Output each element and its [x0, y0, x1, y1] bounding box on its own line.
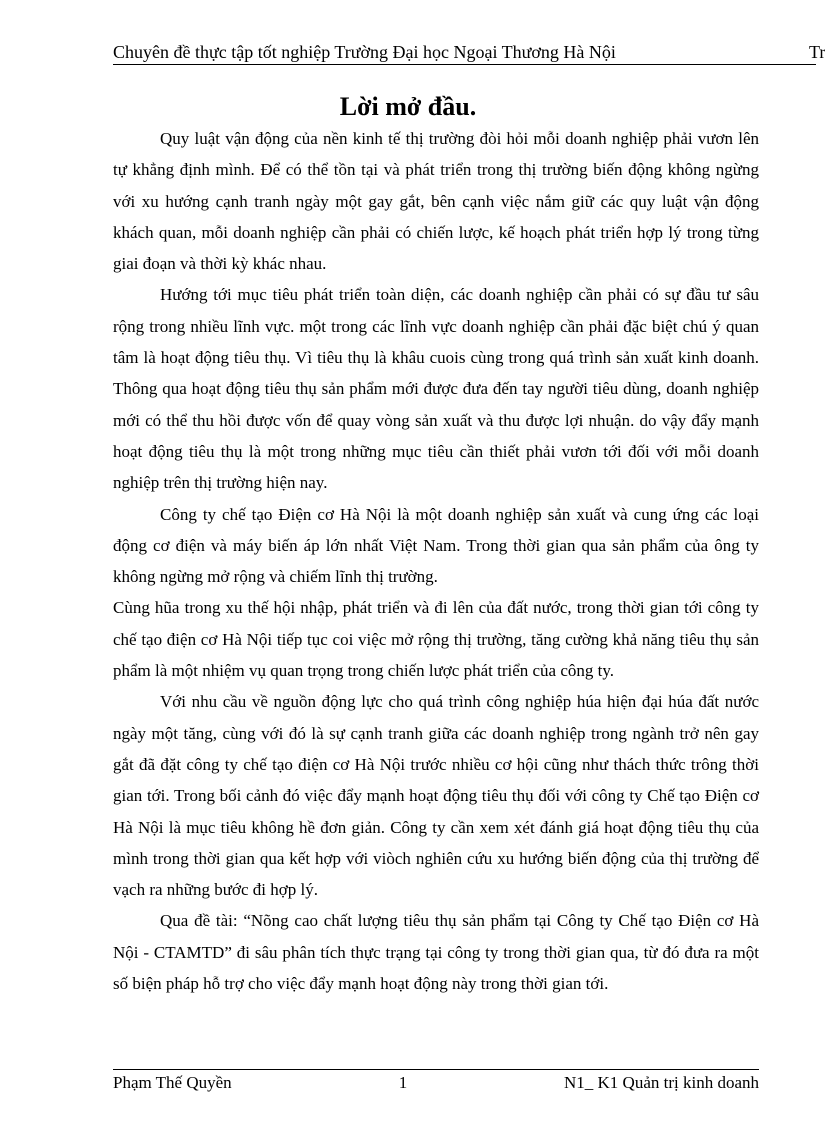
header-title: Chuyên đề thực tập tốt nghiệp Trường Đại học Ngoại Thương Hà Nội [113, 42, 616, 62]
header-page-label: Tr [809, 42, 825, 62]
paragraph: Với nhu cầu về nguồn động lực cho quá trình công nghiệp húa hiện đại húa đất nước ngày một tăng, cùng với đó là sự cạnh tranh giữa các doanh nghiệp trong ngành trở nên gay gắt đã đặt công ty chế tạo điện cơ Hà Nội trước nhiều cơ hội cũng như thách thức trông thời gian tới. Trong bối cảnh đó việc đẩy mạnh hoạt động tiêu thụ đối với công ty Chế tạo Điện cơ Hà Nội là mục tiêu không hề đơn giản. Công ty cần xem xét đánh giá hoạt động tiêu thụ của mình trong thời gian qua kết hợp với viòch nghiên cứu xu hướng biến động của thị trường để vạch ra những bước đi hợp lý. [113, 692, 759, 900]
footer-author: Phạm Thế Quyền [113, 1073, 232, 1092]
paragraph: Qua đề tài: “Nõng cao chất lượng tiêu thụ sản phẩm tại Công ty Chế tạo Điện cơ Hà Nội - CTAMTD” đi sâu phân tích thực trạng tại công ty trong thời gian qua, từ đó đưa ra một số biện pháp hỗ trợ cho việc đẩy mạnh hoạt động này trong thời gian tới. [113, 911, 759, 994]
document-body [113, 123, 759, 999]
paragraph: Cùng hũa trong xu thế hội nhập, phát triển và đi lên của đất nước, trong thời gian tới công ty chế tạo điện cơ Hà Nội tiếp tục coi việc mở rộng thị trường, tăng cường khả năng tiêu thụ sản phẩm là một nhiệm vụ quan trọng trong chiến lược phát triển của công ty. [113, 598, 759, 681]
paragraph: Công ty chế tạo Điện cơ Hà Nội là một doanh nghiệp sản xuất và cung ứng các loại động cơ điện và máy biến áp lớn nhất Việt Nam. Trong thời gian qua sản phẩm của ông ty không ngừng mở rộng và chiếm lĩnh thị trường. [113, 504, 759, 587]
footer-class-info: N1_ K1 Quản trị kinh doanh [563, 1073, 759, 1092]
footer-page-number: 1 [398, 1073, 408, 1092]
page-title: Lời mở đầu. [339, 92, 477, 121]
paragraph: Quy luật vận động của nền kinh tế thị trường đòi hỏi mỗi doanh nghiệp phải vươn lên tự khẳng định mình. Để có thể tồn tại và phát triển trong thị trường biến động không ngừng với xu hướng cạnh tranh ngày một gay gắt, bên cạnh việc nắm giữ các quy luật vận động khách quan, mỗi doanh nghiệp cần phải có chiến lược, kế hoạch phát triển hợp lý trong từng giai đoạn và thời kỳ khác nhau. [113, 129, 759, 274]
page-footer [113, 1069, 759, 1096]
paragraph: Hướng tới mục tiêu phát triển toàn diện, các doanh nghiệp cần phải có sự đầu tư sâu rộng trong nhiều lĩnh vực. một trong các lĩnh vực doanh nghiệp cần phải đặc biệt chú ý quan tâm là hoạt động tiêu thụ. Vì tiêu thụ là khâu cuois cùng trong quá trình sản xuất kinh doanh. Thông qua hoạt động tiêu thụ sản phẩm mới được đưa đến tay người tiêu dùng, doanh nghiệp mới có thể thu hồi được vốn để quay vòng sản xuất và thu được lợi nhuận. do vậy đẩy mạnh hoạt động tiêu thụ là một trong những mục tiêu cần thiết phải vươn tới đối với mỗi doanh nghiệp trên thị trường hiện nay. [113, 285, 759, 493]
page-header [113, 40, 825, 65]
